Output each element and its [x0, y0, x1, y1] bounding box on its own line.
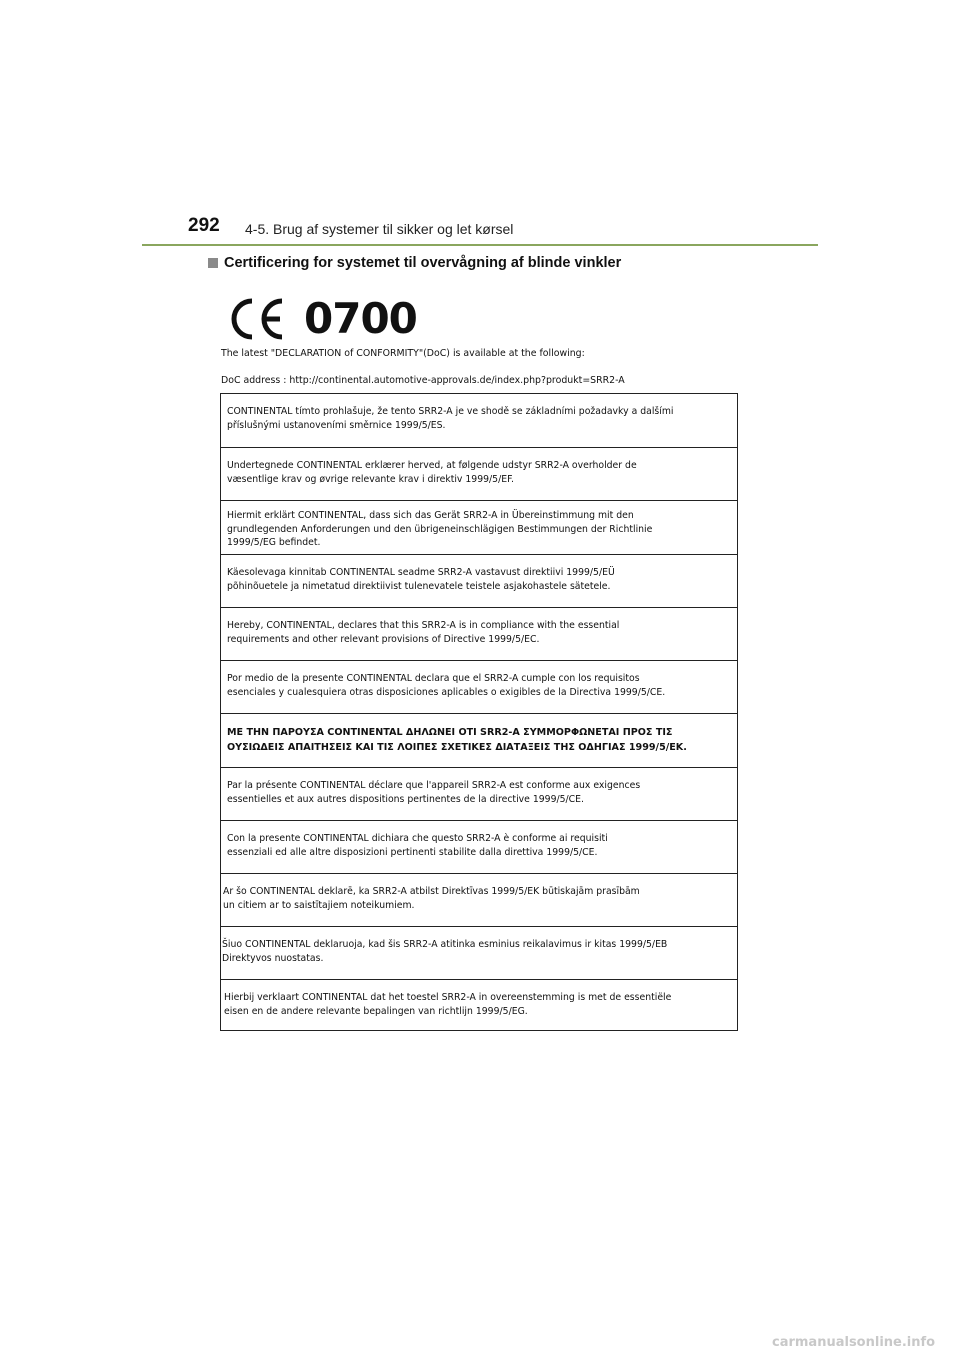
declaration-text: Hiermit erklärt CONTINENTAL, dass sich das Gerät SRR2-A in Übereinstimmung mit den grundlegenden Anforderungen und den übrigeneinschlägigen Bestimmungen der Richtlinie 1999/5/EG befindet.	[227, 510, 653, 548]
declaration-text: Hierbij verklaart CONTINENTAL dat het toestel SRR2-A in overeenstemming is met de essentiële eisen en de andere relevante bepalingen van richtlijn 1999/5/EG.	[224, 992, 672, 1017]
declaration-row-french	[221, 767, 737, 820]
doc-availability-text: The latest "DECLARATION of CONFORMITY"(DoC) is available at the following:	[221, 348, 585, 359]
declaration-row-italian	[221, 820, 737, 873]
section-heading-text: Certificering for systemet til overvågning af blinde vinkler	[224, 255, 622, 271]
ce-mark	[226, 294, 417, 343]
ce-logo-icon	[226, 297, 290, 341]
declaration-row-danish	[221, 447, 737, 500]
notified-body-number: 0700	[304, 294, 417, 343]
declaration-table	[220, 393, 738, 1031]
section-heading	[208, 255, 621, 271]
doc-address-text: DoC address : http://continental.automotive-approvals.de/index.php?produkt=SRR2-A	[221, 375, 625, 386]
declaration-text: ΜΕ ΤΗΝ ΠΑΡΟΥΣΑ CONTINENTAL ΔΗΛΩΝΕΙ ΟΤΙ SRR2-A ΣΥΜΜΟΡΦΩΝΕΤΑΙ ΠΡΟΣ ΤΙΣ ΟΥΣΙΩΔΕΙΣ ΑΠΑΙΤΗΣΕΙΣ ΚΑΙ ΤΙΣ ΛΟΙΠΕΣ ΣΧΕΤΙΚΕΣ ΔΙΑΤΑΞΕΙΣ ΤΗΣ ΟΔΗΓΙΑΣ 1999/5/ΕΚ.	[227, 727, 687, 753]
declaration-text: CONTINENTAL tímto prohlašuje, že tento SRR2-A je ve shodě se základními požadavky a dalšími příslušnými ustanoveními směrnice 1999/5/ES.	[227, 406, 674, 431]
declaration-row-english	[221, 607, 737, 660]
watermark: carmanualsonline.info	[772, 1335, 936, 1350]
declaration-row-estonian	[221, 554, 737, 607]
header-rule	[142, 244, 818, 246]
declaration-text: Šiuo CONTINENTAL deklaruoja, kad šis SRR2-A atitinka esminius reikalavimus ir kitas 1999/5/EB Direktyvos nuostatas.	[222, 939, 668, 964]
declaration-text: Undertegnede CONTINENTAL erklærer herved, at følgende udstyr SRR2-A overholder de væsentlige krav og øvrige relevante krav i direktiv 1999/5/EF.	[227, 460, 637, 485]
declaration-text: Con la presente CONTINENTAL dichiara che questo SRR2-A è conforme ai requisiti essenziali ed alle altre disposizioni pertinenti stabilite dalla direttiva 1999/5/CE.	[227, 833, 608, 858]
declaration-row-spanish	[221, 660, 737, 713]
declaration-text: Par la présente CONTINENTAL déclare que l'appareil SRR2-A est conforme aux exigences essentielles et aux autres dispositions pertinentes de la directive 1999/5/CE.	[227, 780, 641, 805]
declaration-row-latvian	[221, 873, 737, 926]
declaration-text: Por medio de la presente CONTINENTAL declara que el SRR2-A cumple con los requisitos esenciales y cualesquiera otras disposiciones aplicables o exigibles de la Directiva 1999/5/CE.	[227, 673, 666, 698]
declaration-text: Hereby, CONTINENTAL, declares that this SRR2-A is in compliance with the essential requirements and other relevant provisions of Directive 1999/5/EC.	[227, 620, 620, 645]
declaration-text: Käesolevaga kinnitab CONTINENTAL seadme SRR2-A vastavust direktiivi 1999/5/EÜ põhinõuetele ja nimetatud direktiivist tulenevatele teistele asjakohastele sätetele.	[227, 567, 615, 592]
page-number: 292	[188, 215, 220, 236]
declaration-row-lithuanian	[221, 926, 737, 979]
declaration-row-german	[221, 500, 737, 554]
declaration-row-dutch	[221, 979, 737, 1032]
square-bullet-icon	[208, 258, 218, 268]
declaration-row-greek	[221, 713, 737, 767]
declaration-text: Ar šo CONTINENTAL deklarē, ka SRR2-A atbilst Direktīvas 1999/5/EK būtiskajām prasībām un citiem ar to saistītajiem noteikumiem.	[223, 886, 640, 911]
declaration-row-czech	[221, 394, 737, 447]
chapter-title: 4-5. Brug af systemer til sikker og let kørsel	[245, 221, 514, 237]
